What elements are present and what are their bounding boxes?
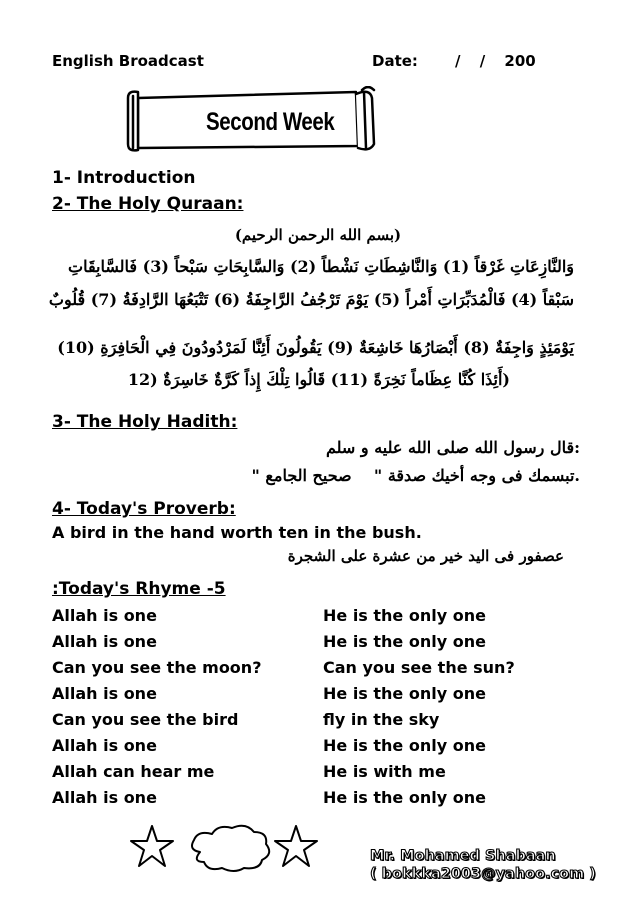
author-name: Mr. Mohamed Shabaan	[370, 848, 556, 864]
proverb-arabic: عصفور فى اليد خير من عشرة على الشجرة	[287, 547, 564, 565]
rhyme-left: Can you see the moon?	[52, 658, 262, 677]
rhyme-left: Can you see the bird	[52, 710, 239, 729]
section-todays-proverb: 4- Today's Proverb:	[52, 499, 236, 519]
basmala: (بسم الله الرحمن الرحيم)	[234, 226, 402, 244]
author-email: ( bokkka2003@yahoo.com )	[370, 866, 596, 882]
quran-line: وَالنَّازِعَاتِ غَرْقاً (1) وَالنَّاشِطَاتِ نَشْطاً (2) وَالسَّابِحَاتِ سَبْحاً (3) فَالسَّابِقَاتِ	[68, 257, 574, 276]
hadith-intro: :قال رسول الله صلى الله عليه و سلم	[325, 438, 580, 457]
quran-line: يَوْمَئِذٍ وَاجِفَةٌ (8) أَبْصَارُهَا خَاشِعَةٌ (9) يَقُولُونَ أَئِنَّا لَمَرْدُودُونَ فِي الْحَافِرَةِ (10)	[57, 338, 574, 357]
date-value: / / 200	[455, 52, 536, 70]
banner-title: Second Week	[206, 108, 335, 136]
rhyme-left: Allah can hear me	[52, 762, 215, 781]
quran-line: (أَئِذَا كُنَّا عِظَاماً نَخِرَةً (11) قَالُوا تِلْكَ إِذاً كَرَّةٌ خَاسِرَةٌ (12	[127, 370, 510, 389]
rhyme-right: He is the only one	[323, 736, 486, 755]
header-title: English Broadcast	[52, 52, 204, 70]
star-icon	[131, 826, 173, 866]
rhyme-left: Allah is one	[52, 606, 157, 625]
section-holy-hadith: 3- The Holy Hadith:	[52, 412, 238, 432]
rhyme-right: He is the only one	[323, 684, 486, 703]
rhyme-right: He is the only one	[323, 788, 486, 807]
proverb-english: A bird in the hand worth ten in the bush.	[52, 523, 422, 542]
star-icon	[275, 826, 317, 866]
section-introduction: 1- Introduction	[52, 168, 196, 188]
rhyme-left: Allah is one	[52, 632, 157, 651]
hadith-text: .تبسمك فى وجه أخيك صدقة " صحيح الجامع "	[251, 466, 580, 485]
footer-decoration	[128, 822, 328, 876]
rhyme-right: He is with me	[323, 762, 446, 781]
rhyme-right: fly in the sky	[323, 710, 440, 729]
rhyme-left: Allah is one	[52, 736, 157, 755]
section-holy-quraan: 2- The Holy Quraan:	[52, 194, 244, 214]
quran-line: سَبْقاً (4) فَالْمُدَبِّرَاتِ أَمْراً (5) يَوْمَ تَرْجُفُ الرَّاجِفَةُ (6) تَتْبَعُهَا الرَّادِفَةُ (7) قُلُوبٌ	[48, 290, 574, 309]
rhyme-right: He is the only one	[323, 632, 486, 651]
rhyme-right: He is the only one	[323, 606, 486, 625]
date-label: Date:	[372, 52, 418, 70]
section-todays-rhyme: :Today's Rhyme -5	[52, 579, 226, 599]
rhyme-left: Allah is one	[52, 684, 157, 703]
cloud-icon	[192, 826, 269, 871]
rhyme-left: Allah is one	[52, 788, 157, 807]
rhyme-right: Can you see the sun?	[323, 658, 515, 677]
